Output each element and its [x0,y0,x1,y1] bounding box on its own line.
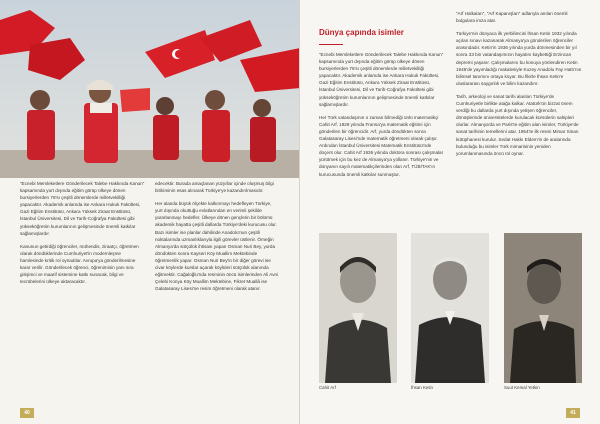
right-column-2 [456,10,582,163]
left-column-2 [155,180,280,298]
section-heading: Dünya çapında isimler [319,28,404,37]
left-col1-paragraph-2: Kanunun getirdiği öğrenciler, mühendis, ziraatçı, öğretmen olarak döndüklerinde Cumhuriyet'in modernleşme hamlesinde kritik rol oynadılar. Avrupa'ya gönderilmesine karar verilir. Gönderilecek öğrenci, öğreniminin yanı sıra girişimci ve maarif sistemine katkı sunacak, bilgi ve tecrübelerini ülkeye aktaracaktır. [20,243,139,285]
caption-suut-kemal-yetkin: Suut Kemal Yetkin [504,385,540,390]
students-with-flags-photo [0,0,300,178]
students-photo-illustration [0,0,300,178]
portrait-photo [411,233,489,383]
portrait-photo [319,233,397,383]
right-column-1 [319,10,445,184]
left-column-1 [20,180,145,291]
right-col1-intro: “Ecnebi Memleketlere Gönderilecek Talebe Hakkında Kanun” kapsamında yurt dışında eğitim görüp ülkeye dönen bursiyerlerden 76'sı çeşitli dönemlerde milletvekilliği yapacaktır. Akademik anlamda ise Ankara Hukuk Fakültesi, Gazi Eğitim Enstitüsü, Ankara Yüksek Ziraat Enstitüsü, İstanbul Üniversitesi, Dil ve Tarih-Coğrafya Fakültesi gibi yükseköğretim kurumlarının gelişmesinde önemli katkılar sağlamışlardır. [319,52,444,107]
left-col1-paragraph-1: “Ecnebi Memleketlere Gönderilecek Talebe Hakkında Kanun” kapsamında yurt dışında eğitim görüp ülkeye dönen bursiyerlerden 76'sı çeşitli dönemlerde milletvekilliği yapacaktır. Akademik anlamda ise Ankara Hukuk Fakültesi, Gazi Eğitim Enstitüsü, Ankara Yüksek Ziraat Enstitüsü, İstanbul Üniversitesi, Dil ve Tarih-Coğrafya Fakültesi gibi yükseköğretim kurumlarının gelişmesinde önemli katkılar sağlamışlardır. [20,181,145,236]
right-page [300,0,600,424]
right-col2-paragraph-1: “Arf Halkaları”, “Arf Kapanışları” adlarıyla anılan önemli bulgulara imza atar. [456,11,568,24]
portraits-row [319,233,582,393]
right-col2-paragraph-2: Türkiye'nin dünyaca ilk yerbilimcisi İhsan Ketin 1932 yılında açılan sınavı kazanarak Almanya'ya gönderilen öğrenciler arasındadır. Ketin'in 1936 yılında yurda dönmesinden bir yıl sonra 33 bin vatandaşımızın hayatını kaybettiği Erzincan depremi yaşanır. Çalışmalarını bu konuya yönlendiren Ketin 1948'de yayımladığı makalesiyle Kuzey Anadolu Fay Hattı'nın bilimsel tanımını ortaya koyar. Bu fikirle İhsan Ketin'e uluslararası saygınlık ve bilim kazandırır. [456,31,582,86]
heading-rule [319,44,343,45]
portrait-photo [504,233,582,383]
left-col2-paragraph-1: edecektir. Burada amaçlanan yüzyıllar içinde oluşmuş bilgi birikiminin esas alınarak Türkiye'ye kazandırılmasıdır. [155,181,274,194]
portrait-suut-kemal-yetkin [504,233,582,390]
caption-cahit-arf: Cahit Arf [319,385,336,390]
right-col2-paragraph-3: Tarih, arkeoloji ve sanat tarihi alanları Türkiye'de Cumhuriyetle birlikte atağa kalkar. Atatürk'ün bizzat önem verdiği bu dallarda yurt dışında yetişen öğrenciler, dönüşlerinde üniversitelerde kurulacak kürsülerin sahipleri olurlar. Almanya'da ve Paris'te eğitim alan isimler, Türkiye'de sanat tarihinin temellerini atar. 1954'te ilk resmi Mimar Sinan kütüphanesi kurulur. Sedat Hakkı Eldem'in de aralarında bulunduğu bu isimler Türk mimarisinin yeniden yorumlanmasında öncü rol oynar. [456,93,579,156]
page-number-left: 40 [20,408,34,418]
portrait-cahit-arf [319,233,397,390]
caption-ihsan-ketin: İhsan Ketin [411,385,433,390]
right-col1-body: Her Türk vatandaşının o zaman bilmediği ünlü matematikçi Cahit Arf. 1928 yılında Fransa'ya matematik eğitimi için gönderilen bir öğrencidir. Arf, yurda döndükten sonra Galatasaray Lisesi'nde matematik öğretmeni olarak çalışır. Ardından İstanbul Üniversitesi Matematik Enstitüsü'nde doçent olur. Cahit Arf 1936 yılında doktora sonrası çalışmalar yürütmek için bu kez de Almanya'ya yollanır. Türkiye'nin ve dünyanın sayılı matematikçilerinden olan Arf, TÜBİTAK'ın kurucusunda önemli katkılar sunmuştur. [319,114,444,177]
page-number-right: 41 [566,408,580,418]
portrait-ihsan-ketin [411,233,489,390]
left-col2-paragraph-2: Her alanda büyük ölçekte kalkınmayı hedefleyen Türkiye, yurt dışında okuttuğu evlatlarından en verimli şekilde yararlanmayı hedefler. Ülkeye dönen gençlerin bir bölümü akademik hayatta çeşitli dallarda Türkiye'deki kurucusu olur. Bazı isimler ise planlar dahilinde Anadolu'nun çeşitli noktalarında uzmanlıklarıyla ilgili görevler üstlenir. Örneğin Almanya'da sütçülük ihtisası yapan Osman Nuri Bey, yurda döndükten sonra Kayseri Köy Muallim Mektebinde öğretmenlik yapar. Osman Nuri Bey'in bir diğer görevi ise civar köylerde kurslar açarak köylüleri sütçülük alanında eğitmektir. Cağaloğlu'nda resminin öncü isimlerinden Ali Avni Çelebi Konya Köy Muallim Mektebine, Fikret Muallâ ise Galatasaray Lisesi'ne resim öğretmeni olarak atanır. [155,201,279,292]
